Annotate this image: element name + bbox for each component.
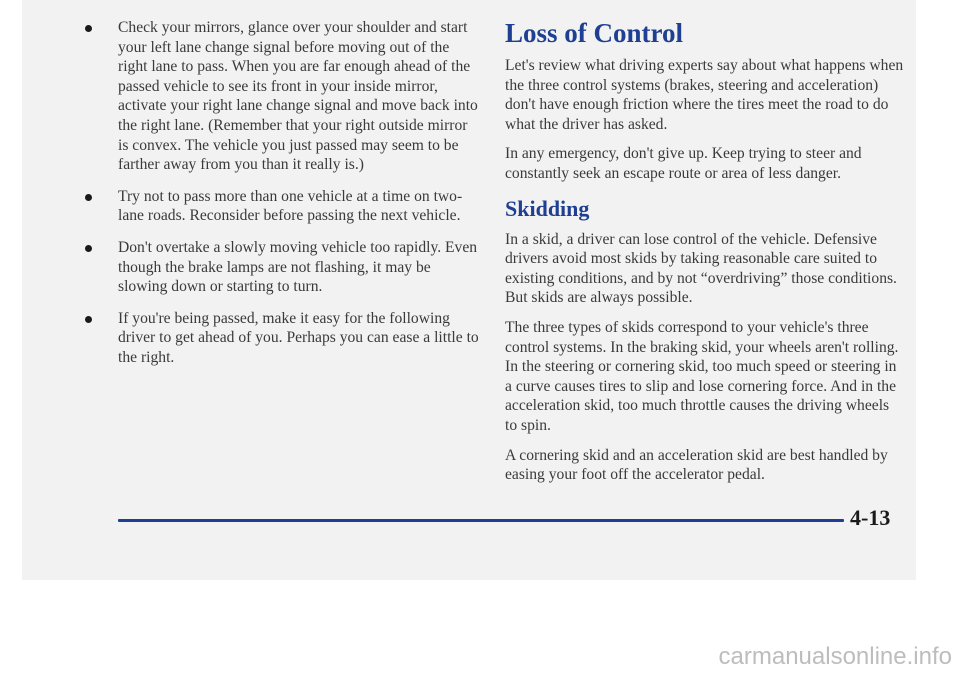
- passing-tips-list: [118, 18, 480, 368]
- list-item-text: Don't overtake a slowly moving vehicle too rapidly. Even though the brake lamps are not flashing, it may be slowing down or starting to turn.: [118, 238, 478, 296]
- left-column: [118, 18, 480, 380]
- manual-page: [22, 0, 916, 580]
- paragraph: Let's review what driving experts say about what happens when the three control systems (brakes, steering and acceleration) don't have enough friction where the tires meet the road to do what the driver has asked.: [505, 57, 904, 133]
- bullet-icon: [85, 194, 92, 201]
- footer-rule: [118, 519, 844, 522]
- paragraph: A cornering skid and an acceleration skid are best handled by easing your foot off the accelerator pedal.: [505, 446, 888, 484]
- section-title: Loss of Control: [505, 18, 684, 48]
- list-item-text: If you're being passed, make it easy for the following driver to get ahead of you. Perhaps you can ease a little to the right.: [118, 309, 479, 366]
- list-item-text: Check your mirrors, glance over your shoulder and start your left lane change signal before moving out of the right lane to pass. When you are far enough ahead of the passed vehicle to see its front in your inside mirror, activate your right lane change signal and move back into the right lane. (Remember that your right outside mirror is convex. The vehicle you just passed may seem to be farther away from you than it really is.): [118, 19, 478, 174]
- paragraph: In any emergency, don't give up. Keep trying to steer and constantly seek an escape route or area of less danger.: [505, 145, 862, 182]
- subsection-title: Skidding: [505, 195, 590, 221]
- list-item: [118, 238, 480, 297]
- list-item: [118, 18, 480, 175]
- watermark: carmanualsonline.info: [718, 643, 952, 670]
- list-item: [118, 187, 480, 226]
- bullet-icon: [85, 25, 92, 32]
- bullet-icon: [85, 245, 92, 252]
- paragraph: In a skid, a driver can lose control of the vehicle. Defensive drivers avoid most skids by taking reasonable care suited to existing conditions, and by not “overdriving” those conditions. But skids are always possible.: [505, 230, 897, 307]
- page-number: 4-13: [850, 505, 891, 530]
- paragraph: The three types of skids correspond to your vehicle's three control systems. In the braking skid, your wheels aren't rolling. In the steering or cornering skid, too much speed or steering in a curve causes tires to slip and lose cornering force. And in the acceleration skid, too much throttle causes the driving wheels to spin.: [505, 318, 899, 434]
- list-item: [118, 309, 480, 368]
- list-item-text: Try not to pass more than one vehicle at a time on two-lane roads. Reconsider before passing the next vehicle.: [118, 187, 463, 225]
- bullet-icon: [85, 316, 92, 323]
- right-column: [505, 16, 905, 495]
